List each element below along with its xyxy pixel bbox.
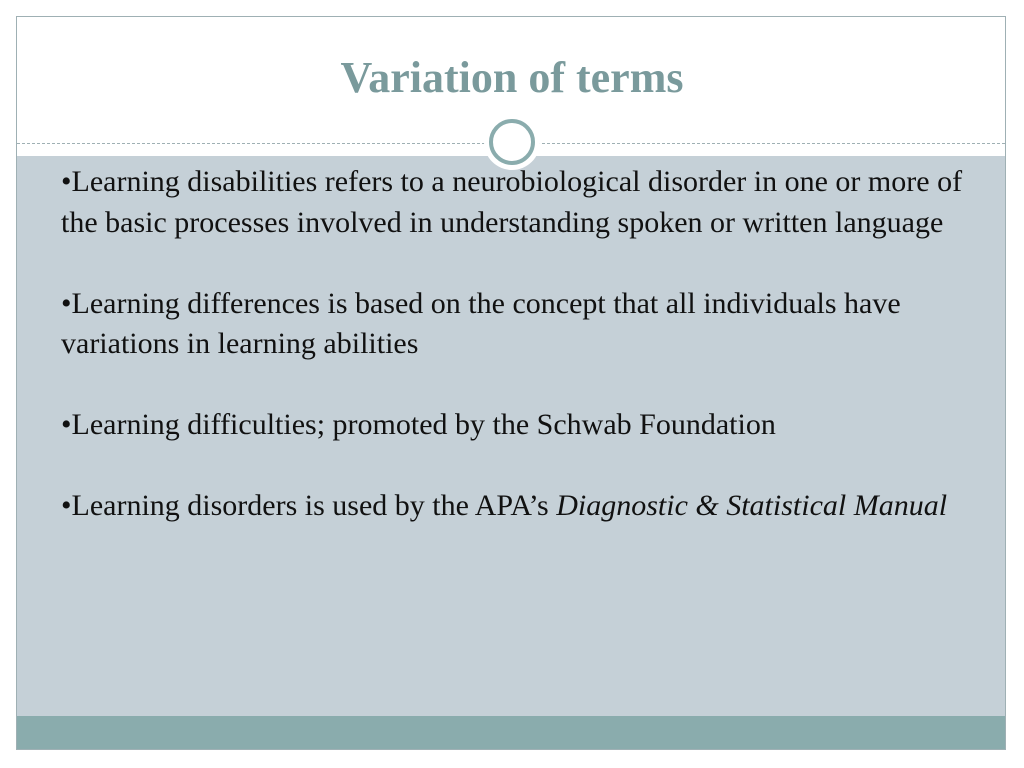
slide-title: Variation of terms <box>340 53 684 102</box>
circle-ring-icon <box>489 119 535 165</box>
footer-band <box>17 716 1005 749</box>
bullet-list <box>61 162 991 527</box>
manual-title: Diagnostic & Statistical Manual <box>556 489 948 522</box>
bullet-item-learning-disorders <box>61 486 991 527</box>
bullet-text: •Learning disorders is used by the APA’s <box>61 489 557 522</box>
bullet-item-learning-disabilities: •Learning disabilities refers to a neurobiological disorder in one or more of the basic processes involved in understanding spoken or written language <box>61 165 963 239</box>
bullet-item-learning-difficulties: •Learning difficulties; promoted by the Schwab Foundation <box>61 408 776 441</box>
bullet-item-learning-differences: •Learning differences is based on the concept that all individuals have variations in learning abilities <box>61 286 901 360</box>
